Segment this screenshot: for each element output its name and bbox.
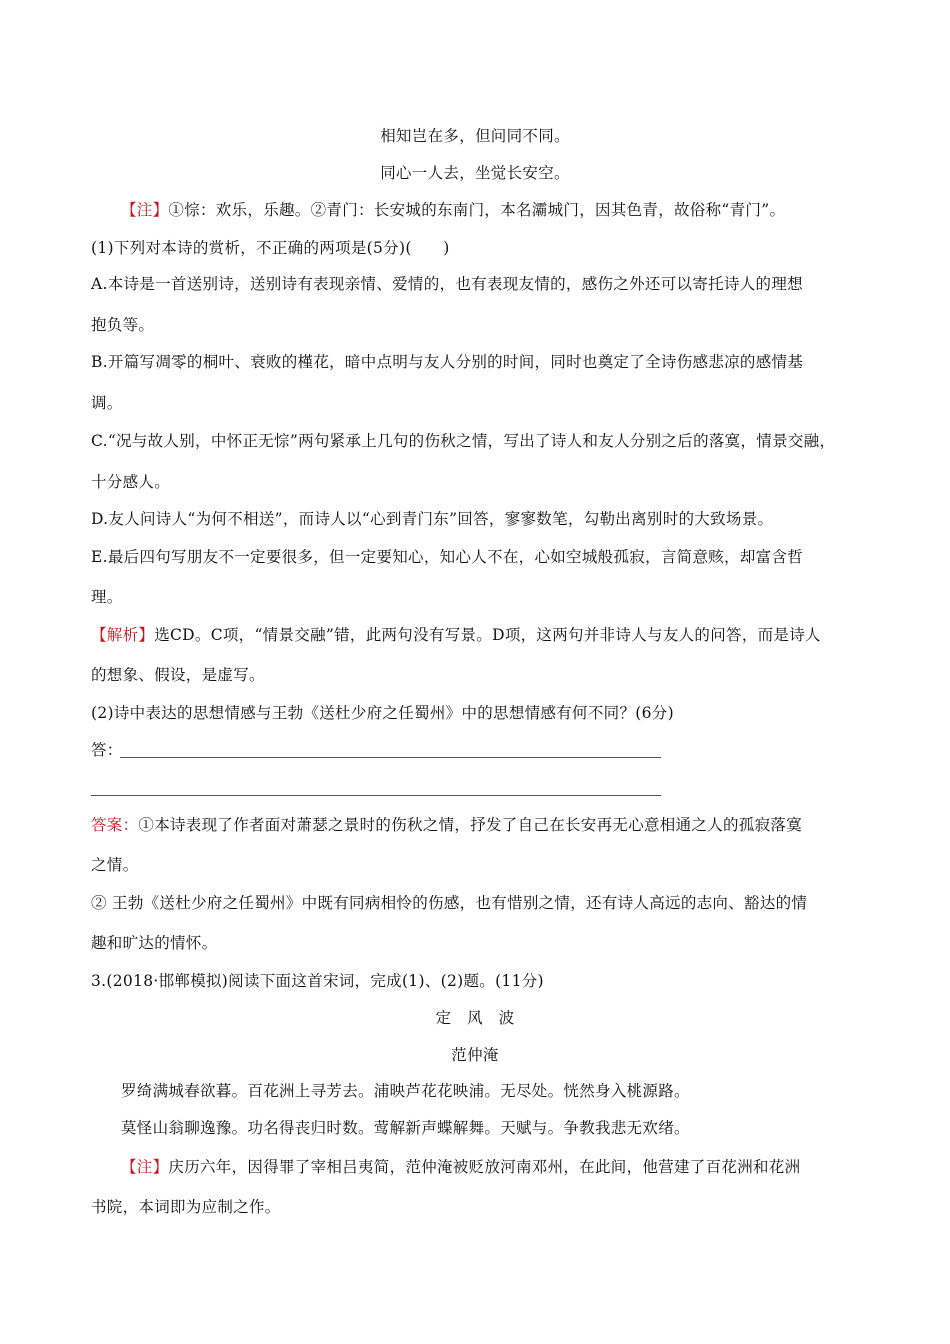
poem-title: 定 风 波: [435, 1009, 515, 1027]
poem-line: 莫怪山翁聊逸豫。功名得丧归时数。莺解新声蝶解舞。天赋与。争教我悲无欢绪。: [121, 1119, 690, 1137]
option-b: B.开篇写凋零的桐叶、衰败的槿花，暗中点明与友人分别的时间，同时也奠定了全诗伤感悲凉的感情基: [91, 353, 804, 371]
option-e: E.最后四句写朋友不一定要很多，但一定要知心，知心人不在，心如空城般孤寂，言简意赅，却富含哲: [91, 548, 804, 566]
poem-note: [121, 1157, 800, 1177]
note: [121, 200, 785, 220]
question-3-stem: 3.(2018·邯郸模拟)阅读下面这首宋词，完成(1)、(2)题。(11分): [91, 972, 544, 990]
analysis-tag: 【解析】: [91, 626, 155, 644]
answer-label: 答：: [91, 741, 123, 759]
analysis-text: 选CD。C项，“情景交融”错，此两句没有写景。D项，这两句并非诗人与友人的问答，而是诗人: [154, 626, 821, 644]
analysis-cont: 的想象、假设，是虚写。: [91, 666, 265, 684]
poem-line: 罗绮满城春欲暮。百花洲上寻芳去。浦映芦花花映浦。无尽处。恍然身入桃源路。: [121, 1082, 690, 1100]
option-a: A.本诗是一首送别诗，送别诗有表现亲情、爱情的，也有表现友情的，感伤之外还可以寄托诗人的理想: [91, 275, 803, 293]
option-b-cont: 调。: [91, 394, 123, 412]
option-d: D.友人问诗人“为何不相送”，而诗人以“心到青门东”回答，寥寥数笔，勾勒出离别时的大致场景。: [91, 510, 774, 528]
poem-line: 同心一人去，坐觉长安空。: [380, 164, 570, 182]
answer-point-2: ② 王勃《送杜少府之任蜀州》中既有同病相怜的伤感，也有惜别之情，还有诗人高远的志向、豁达的情: [91, 894, 808, 912]
answer-point-2-cont: 趣和旷达的情怀。: [91, 934, 218, 952]
poem-note-cont: 书院，本词即为应制之作。: [91, 1198, 281, 1216]
poem-note-tag: 【注】: [121, 1158, 169, 1176]
option-c: C.“况与故人别，中怀正无悰”两句紧承上几句的伤秋之情，写出了诗人和友人分别之后的落寞，情景交融，: [91, 432, 836, 450]
answer-tag: 答案：: [91, 816, 139, 834]
option-e-cont: 理。: [91, 588, 123, 606]
answer-blank-line[interactable]: [91, 795, 661, 796]
note-tag: 【注】: [121, 201, 169, 219]
poem-line: 相知岂在多，但问同不同。: [380, 127, 570, 145]
question-1-stem: (1)下列对本诗的赏析，不正确的两项是(5分)( ): [91, 239, 450, 257]
option-c-cont: 十分感人。: [91, 473, 171, 491]
analysis: [91, 625, 821, 645]
question-2-stem: (2)诗中表达的思想情感与王勃《送杜少府之任蜀州》中的思想情感有何不同？(6分): [91, 704, 674, 722]
answer-text: ①本诗表现了作者面对萧瑟之景时的伤秋之情，抒发了自己在长安再无心意相通之人的孤寂落寞: [138, 816, 803, 834]
poem-note-text: 庆历六年，因得罪了宰相吕夷简，范仲淹被贬放河南邓州，在此间，他营建了百花洲和花洲: [168, 1158, 801, 1176]
answer: [91, 815, 802, 835]
note-text: ①悰：欢乐，乐趣。②青门：长安城的东南门，本名灞城门，因其色青，故俗称“青门”。: [168, 201, 786, 219]
answer-blank-line[interactable]: [120, 757, 661, 758]
answer-cont: 之情。: [91, 856, 139, 874]
option-a-cont: 抱负等。: [91, 316, 155, 334]
poem-author: 范仲淹: [451, 1046, 499, 1064]
